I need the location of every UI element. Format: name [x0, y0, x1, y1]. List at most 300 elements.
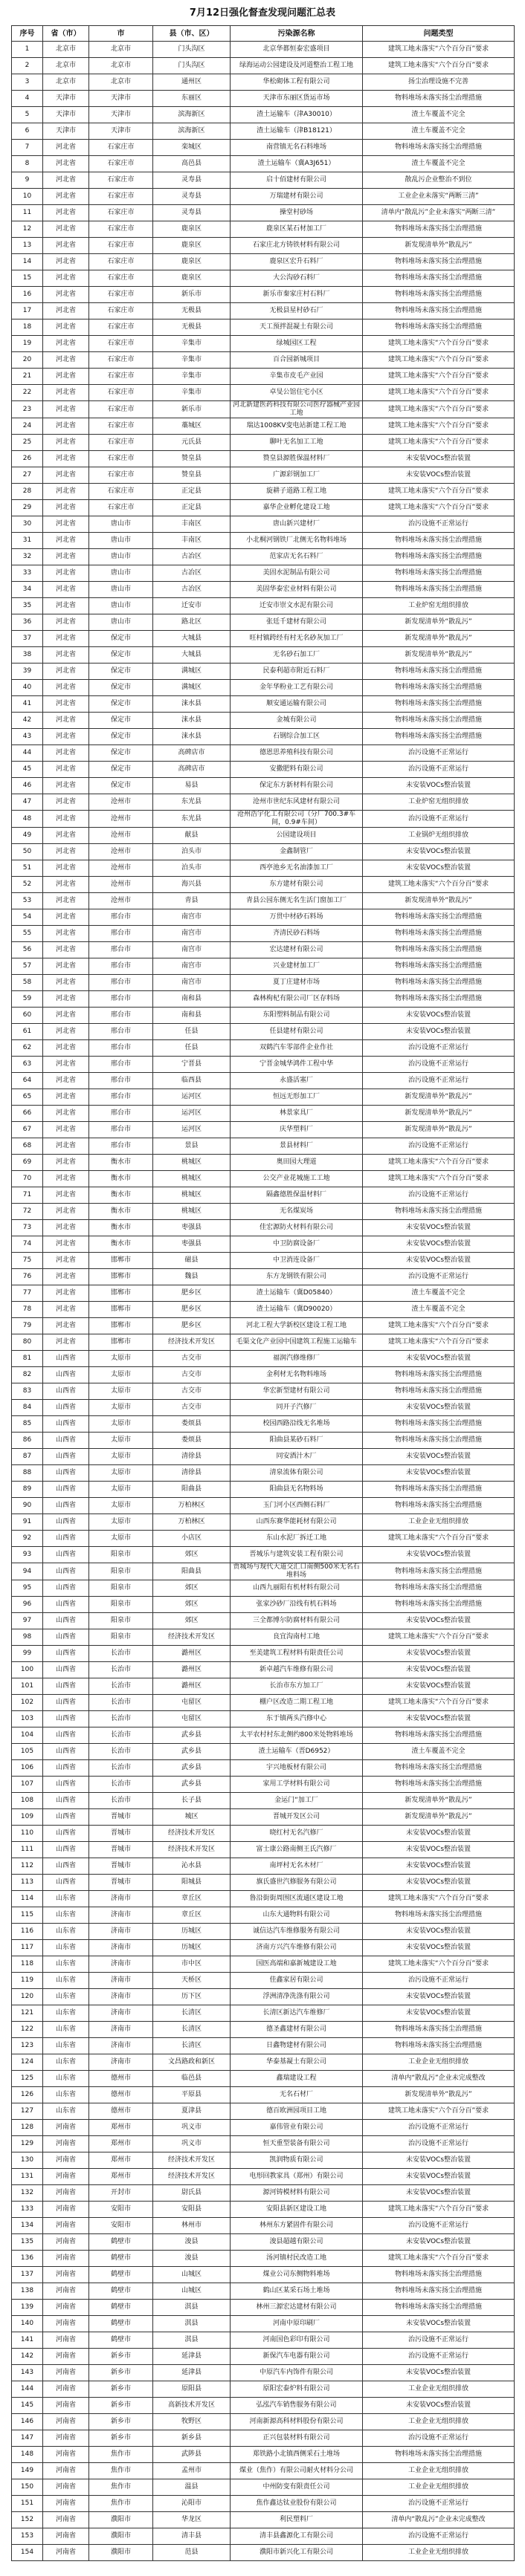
row-province: 河北省 — [43, 140, 89, 156]
row-source: 广源彩钢加工厂 — [231, 467, 363, 484]
row-source: 河北工程大学新校区建设工程工地 — [231, 1318, 363, 1334]
row-province: 河南省 — [43, 2332, 89, 2349]
row-no: 125 — [12, 2071, 43, 2087]
row-issue: 未安装VOCs整治装置 — [363, 1400, 515, 1416]
row-no: 47 — [12, 794, 43, 811]
row-province: 山西省 — [43, 1695, 89, 1711]
row-county: 海兴县 — [153, 877, 231, 893]
row-issue: 未安装VOCs整治装置 — [363, 860, 515, 877]
page — [0, 4, 525, 2576]
row-county: 新乐市 — [153, 287, 231, 303]
row-county: 古冶区 — [153, 582, 231, 598]
row-province: 河北省 — [43, 1269, 89, 1285]
row-no: 152 — [12, 2512, 43, 2528]
row-no: 74 — [12, 1236, 43, 1253]
row-issue: 未安装VOCs整治装置 — [363, 1924, 515, 1940]
row-source: 旋耕子道路工程工地 — [231, 484, 363, 500]
row-issue: 物料堆场未落实扬尘治理措施 — [363, 582, 515, 598]
row-issue: 未安装VOCs整治装置 — [363, 1662, 515, 1678]
row-no: 30 — [12, 516, 43, 533]
row-source: 渣土运输车（冀A3J651） — [231, 156, 363, 172]
row-no: 120 — [12, 1989, 43, 2005]
table-row — [12, 2316, 515, 2332]
row-city: 晋城市 — [89, 1842, 153, 1858]
row-no: 79 — [12, 1318, 43, 1334]
row-province: 河北省 — [43, 614, 89, 631]
row-city: 邢台市 — [89, 1138, 153, 1155]
row-province: 河北省 — [43, 303, 89, 319]
row-province: 山东省 — [43, 2005, 89, 2022]
row-county: 南宫市 — [153, 926, 231, 942]
row-county: 东丽区 — [153, 91, 231, 107]
row-province: 山东省 — [43, 2054, 89, 2071]
row-no: 60 — [12, 1008, 43, 1024]
row-city: 济南市 — [89, 2054, 153, 2071]
row-source: 民泰利超市附近石料厂 — [231, 664, 363, 680]
row-county: 文昌路政和新区 — [153, 2054, 231, 2071]
row-issue: 治污设施不正常运行 — [363, 1057, 515, 1073]
row-issue: 建筑工地未落实“六个百分百”要求 — [363, 1318, 515, 1334]
row-source: 德恩思养殖科技有限公司 — [231, 745, 363, 762]
row-issue: 治污设施不正常运行 — [363, 2496, 515, 2512]
row-city: 沧州市 — [89, 860, 153, 877]
row-county: 林州市 — [153, 2218, 231, 2234]
row-province: 河北省 — [43, 205, 89, 221]
row-county: 古交市 — [153, 1367, 231, 1383]
row-issue: 物料堆场未落实扬尘治理措施 — [363, 991, 515, 1008]
table-row — [12, 221, 515, 238]
row-province: 山西省 — [43, 1809, 89, 1826]
row-source: 绿城园区工程 — [231, 336, 363, 352]
row-source: 阳曲县无名物料场 — [231, 1482, 363, 1498]
row-city: 德州市 — [89, 2087, 153, 2103]
row-county: 南宫市 — [153, 958, 231, 975]
row-source: 无名砂石加工厂 — [231, 647, 363, 664]
row-source: 南坪村无名木材厂 — [231, 1858, 363, 1875]
row-issue: 物料堆场未落实扬尘治理措施 — [363, 287, 515, 303]
row-source: 鑫瑞建设工程 — [231, 2071, 363, 2087]
row-city: 石家庄市 — [89, 319, 153, 336]
row-no: 72 — [12, 1204, 43, 1220]
row-issue: 未安装VOCs整治装置 — [363, 451, 515, 467]
row-no: 84 — [12, 1400, 43, 1416]
row-county: 磁县 — [153, 1253, 231, 1269]
row-county: 辛集市 — [153, 369, 231, 385]
row-county: 运河区 — [153, 1089, 231, 1106]
row-source: 清丰县鑫源化工有限公司 — [231, 2528, 363, 2545]
row-no: 6 — [12, 123, 43, 140]
table-row — [12, 205, 515, 221]
row-city: 济南市 — [89, 2038, 153, 2054]
row-no: 71 — [12, 1187, 43, 1204]
row-province: 河南省 — [43, 2496, 89, 2512]
row-province: 河北省 — [43, 647, 89, 664]
row-province: 河北省 — [43, 991, 89, 1008]
row-issue: 物料堆场未落实扬尘治理措施 — [363, 2267, 515, 2283]
row-province: 河北省 — [43, 238, 89, 254]
row-issue: 物料堆场未落实扬尘治理措施 — [363, 2022, 515, 2038]
row-issue: 物料堆场未落实扬尘治理措施 — [363, 2300, 515, 2316]
table-row — [12, 2414, 515, 2430]
row-source: 同安酒汁木厂 — [231, 1449, 363, 1465]
row-province: 山西省 — [43, 1760, 89, 1777]
table-row — [12, 451, 515, 467]
row-source: 良宜沟南村工地 — [231, 1629, 363, 1646]
row-source: 启十佰建材有限公司 — [231, 172, 363, 189]
table-row — [12, 42, 515, 58]
row-issue: 治污设施不正常运行 — [363, 2332, 515, 2349]
row-issue: 工业企业无组织排放 — [363, 2463, 515, 2479]
row-source: 晋城乐与建筑安装工程有限公司 — [231, 1547, 363, 1563]
row-source: 绿海运动公园建设及河道整治工程工地 — [231, 58, 363, 74]
row-issue: 新发现清单外“散乱污” — [363, 647, 515, 664]
row-no: 132 — [12, 2185, 43, 2202]
row-no: 124 — [12, 2054, 43, 2071]
row-issue: 渣土车覆盖不完全 — [363, 123, 515, 140]
row-county: 尉氏县 — [153, 2185, 231, 2202]
row-city: 邯郸市 — [89, 1285, 153, 1302]
row-source: 东山水泥厂拆迁工地 — [231, 1531, 363, 1547]
table-row — [12, 762, 515, 778]
row-county: 淇县 — [153, 2300, 231, 2316]
row-source: 弘泓汽车销售服务有限公司 — [231, 2398, 363, 2414]
row-county: 临邑县 — [153, 2071, 231, 2087]
row-province: 山东省 — [43, 1891, 89, 1907]
row-city: 新乡市 — [89, 2414, 153, 2430]
row-no: 33 — [12, 565, 43, 582]
row-city: 石家庄市 — [89, 500, 153, 516]
row-county: 城区 — [153, 1809, 231, 1826]
row-no: 61 — [12, 1024, 43, 1040]
row-county: 东光县 — [153, 811, 231, 828]
row-county: 经济技术开发区 — [153, 1334, 231, 1351]
row-county: 章丘区 — [153, 1891, 231, 1907]
table-row — [12, 2447, 515, 2463]
table-row — [12, 58, 515, 74]
row-source: 玉门河小区西侧石料厂 — [231, 1498, 363, 1514]
row-issue: 未安装VOCs整治装置 — [363, 778, 515, 794]
header-row — [12, 26, 515, 42]
row-source: 山西东赛华能耗材有限公司 — [231, 1514, 363, 1531]
header-no: 序号 — [12, 26, 43, 42]
row-county: 经济技术开发区 — [153, 2152, 231, 2169]
row-county: 潞州区 — [153, 1678, 231, 1695]
row-county: 屯留区 — [153, 1695, 231, 1711]
row-source: 新保汽车电器有限公司 — [231, 2349, 363, 2365]
row-province: 河北省 — [43, 762, 89, 778]
table-row — [12, 1793, 515, 1809]
row-source: 河南新源高科材料股份有限公司 — [231, 2414, 363, 2430]
table-row — [12, 778, 515, 794]
row-county: 武陟县 — [153, 2447, 231, 2463]
row-issue: 未安装VOCs整治装置 — [363, 1940, 515, 1956]
row-issue: 清单内“散乱污”企业未落实“两断三清” — [363, 205, 515, 221]
row-county: 古交市 — [153, 1351, 231, 1367]
row-issue: 物料堆场未落实扬尘治理措施 — [363, 140, 515, 156]
row-province: 河南省 — [43, 2185, 89, 2202]
row-city: 邯郸市 — [89, 1269, 153, 1285]
row-no: 137 — [12, 2267, 43, 2283]
row-no: 108 — [12, 1793, 43, 1809]
row-source: 煤业公司东侧物料堆场 — [231, 2267, 363, 2283]
row-city: 濮阳市 — [89, 2528, 153, 2545]
table-row — [12, 319, 515, 336]
row-issue: 物料堆场未落实扬尘治理措施 — [363, 254, 515, 270]
row-issue: 治污设施不正常运行 — [363, 2430, 515, 2447]
table-row — [12, 2283, 515, 2300]
row-city: 北京市 — [89, 58, 153, 74]
row-no: 142 — [12, 2349, 43, 2365]
row-no: 36 — [12, 614, 43, 631]
row-city: 太原市 — [89, 1351, 153, 1367]
row-city: 唐山市 — [89, 582, 153, 598]
row-county: 青县 — [153, 893, 231, 909]
row-province: 山西省 — [43, 1646, 89, 1662]
row-no: 148 — [12, 2447, 43, 2463]
row-source: 宇兴地板材有限公司 — [231, 1760, 363, 1777]
row-source: 兴业建材加工厂 — [231, 958, 363, 975]
row-issue: 建筑工地未落实“六个百分百”要求 — [363, 1629, 515, 1646]
row-city: 焦作市 — [89, 2479, 153, 2496]
table-row — [12, 1498, 515, 1514]
row-county: 南宫市 — [153, 975, 231, 991]
row-county: 清丰县 — [153, 2528, 231, 2545]
row-city: 衡水市 — [89, 1204, 153, 1220]
row-no: 115 — [12, 1907, 43, 1924]
table-row — [12, 2545, 515, 2561]
row-province: 河北省 — [43, 745, 89, 762]
row-issue: 建筑工地未落实“六个百分百”要求 — [363, 1531, 515, 1547]
row-no: 94 — [12, 1563, 43, 1580]
row-city: 太原市 — [89, 1498, 153, 1514]
row-city: 济南市 — [89, 1973, 153, 1989]
row-source: 奥田园大理道 — [231, 1155, 363, 1171]
row-source: 德百欧洲园项目工地 — [231, 2103, 363, 2120]
row-source: 焦作鑫达钛业股份有限公司 — [231, 2496, 363, 2512]
row-city: 天津市 — [89, 123, 153, 140]
row-no: 90 — [12, 1498, 43, 1514]
row-no: 29 — [12, 500, 43, 516]
row-province: 河北省 — [43, 1220, 89, 1236]
table-row — [12, 1285, 515, 1302]
row-issue: 工业企业未落实“两断三清” — [363, 189, 515, 205]
row-province: 山西省 — [43, 1777, 89, 1793]
row-source: 佳鑫家居有限公司 — [231, 1973, 363, 1989]
table-row — [12, 1826, 515, 1842]
table-row — [12, 2365, 515, 2381]
row-county: 延津县 — [153, 2349, 231, 2365]
row-source: 鹿泉区宏升石料厂 — [231, 254, 363, 270]
row-county: 桃城区 — [153, 1204, 231, 1220]
row-city: 石家庄市 — [89, 401, 153, 418]
row-county: 丰南区 — [153, 516, 231, 533]
table-row — [12, 1334, 515, 1351]
row-city: 邢台市 — [89, 1057, 153, 1073]
row-issue: 物料堆场未落实扬尘治理措施 — [363, 549, 515, 565]
row-no: 106 — [12, 1760, 43, 1777]
row-city: 石家庄市 — [89, 336, 153, 352]
row-issue: 物料堆场未落实扬尘治理措施 — [363, 91, 515, 107]
table-row — [12, 794, 515, 811]
row-city: 石家庄市 — [89, 205, 153, 221]
table-row — [12, 1842, 515, 1858]
table-row — [12, 664, 515, 680]
row-city: 郑州市 — [89, 2169, 153, 2185]
table-row — [12, 336, 515, 352]
row-no: 122 — [12, 2022, 43, 2038]
row-city: 鹤壁市 — [89, 2300, 153, 2316]
table-row — [12, 418, 515, 435]
row-city: 石家庄市 — [89, 385, 153, 401]
row-county: 满城区 — [153, 680, 231, 696]
row-county: 鹿泉区 — [153, 270, 231, 287]
row-no: 31 — [12, 533, 43, 549]
row-province: 河北省 — [43, 1253, 89, 1269]
row-county: 淇县 — [153, 2332, 231, 2349]
row-issue: 物料堆场未落实扬尘治理措施 — [363, 1727, 515, 1744]
row-source: 渣土运输车（津A30010） — [231, 107, 363, 123]
row-issue: 物料堆场未落实扬尘治理措施 — [363, 1580, 515, 1597]
row-province: 河南省 — [43, 2152, 89, 2169]
row-issue: 未安装VOCs整治装置 — [363, 1236, 515, 1253]
row-issue: 物料堆场未落实扬尘治理措施 — [363, 1383, 515, 1400]
row-city: 郑州市 — [89, 2120, 153, 2136]
row-issue: 渣土车覆盖不完全 — [363, 1744, 515, 1760]
row-source: 渣土运输车（津B18121） — [231, 123, 363, 140]
row-city: 邢台市 — [89, 1040, 153, 1057]
row-no: 53 — [12, 893, 43, 909]
row-source: 浮洲清净洗涤有限公司 — [231, 1989, 363, 2005]
row-county: 经济技术开发区 — [153, 1629, 231, 1646]
table-row — [12, 1008, 515, 1024]
row-issue: 物料堆场未落实扬尘治理措施 — [363, 1204, 515, 1220]
table-row — [12, 1547, 515, 1563]
row-no: 23 — [12, 401, 43, 418]
row-issue: 未安装VOCs整治装置 — [363, 2152, 515, 2169]
header-county: 县（市、区） — [153, 26, 231, 42]
row-no: 75 — [12, 1253, 43, 1269]
table-row — [12, 582, 515, 598]
row-county: 巩义市 — [153, 2120, 231, 2136]
row-issue: 新发现清单外“散乱污” — [363, 631, 515, 647]
row-county: 滨海新区 — [153, 123, 231, 140]
row-county: 肥乡区 — [153, 1302, 231, 1318]
row-province: 天津市 — [43, 123, 89, 140]
row-source: 瑞达1008KV变电站新建工程工地 — [231, 418, 363, 435]
row-issue: 未安装VOCs整治装置 — [363, 1678, 515, 1695]
table-row — [12, 2234, 515, 2251]
row-no: 154 — [12, 2545, 43, 2561]
row-city: 石家庄市 — [89, 484, 153, 500]
row-county: 历城区 — [153, 1940, 231, 1956]
row-county: 郊区 — [153, 1580, 231, 1597]
row-source: 沧州市世纪东风建材有限公司 — [231, 794, 363, 811]
row-source: 鲁沿街街周围区流通区建设工地 — [231, 1891, 363, 1907]
row-county: 沁阳市 — [153, 2496, 231, 2512]
row-province: 河北省 — [43, 319, 89, 336]
row-no: 103 — [12, 1711, 43, 1727]
row-county: 古交市 — [153, 1400, 231, 1416]
row-city: 石家庄市 — [89, 140, 153, 156]
row-no: 9 — [12, 172, 43, 189]
row-county: 枣强县 — [153, 1236, 231, 1253]
row-city: 沧州市 — [89, 877, 153, 893]
row-source: 鹤山区某采石场土堆场 — [231, 2283, 363, 2300]
row-county: 长清区 — [153, 2022, 231, 2038]
row-province: 河北省 — [43, 811, 89, 828]
row-province: 河北省 — [43, 958, 89, 975]
row-province: 河北省 — [43, 926, 89, 942]
row-province: 山西省 — [43, 1449, 89, 1465]
row-source: 恒天重型装备有限公司 — [231, 2136, 363, 2152]
row-issue: 未安装VOCs整治装置 — [363, 2365, 515, 2381]
row-county: 娄烦县 — [153, 1433, 231, 1449]
row-province: 河北省 — [43, 189, 89, 205]
row-province: 河北省 — [43, 369, 89, 385]
row-source: 长清区新达汽车维修厂 — [231, 2005, 363, 2022]
row-no: 81 — [12, 1351, 43, 1367]
row-province: 河南省 — [43, 2169, 89, 2185]
row-no: 107 — [12, 1777, 43, 1793]
row-source: 源河铸模材料有限公司 — [231, 2185, 363, 2202]
row-province: 河北省 — [43, 254, 89, 270]
row-province: 河北省 — [43, 172, 89, 189]
row-province: 山西省 — [43, 1629, 89, 1646]
table-row — [12, 1057, 515, 1073]
row-issue: 物料堆场未落实扬尘治理措施 — [363, 1482, 515, 1498]
row-province: 河北省 — [43, 418, 89, 435]
row-issue: 未安装VOCs整治装置 — [363, 1449, 515, 1465]
row-issue: 物料堆场未落实扬尘治理措施 — [363, 1563, 515, 1580]
table-row — [12, 500, 515, 516]
row-city: 邢台市 — [89, 1089, 153, 1106]
row-source: 浚县超越有限公司 — [231, 2234, 363, 2251]
row-source: 顺安通运输有限公司 — [231, 696, 363, 713]
row-province: 河南省 — [43, 2202, 89, 2218]
row-city: 唐山市 — [89, 549, 153, 565]
row-county: 泊头市 — [153, 860, 231, 877]
row-county: 临西县 — [153, 1073, 231, 1089]
row-province: 河南省 — [43, 2283, 89, 2300]
row-province: 山西省 — [43, 1580, 89, 1597]
row-city: 保定市 — [89, 696, 153, 713]
row-no: 18 — [12, 319, 43, 336]
row-source: 大公沟砂石料厂 — [231, 270, 363, 287]
row-no: 13 — [12, 238, 43, 254]
row-source: 国医高端和嘉新城建设工地 — [231, 1956, 363, 1973]
row-no: 139 — [12, 2300, 43, 2316]
table-row — [12, 2479, 515, 2496]
row-city: 阳泉市 — [89, 1613, 153, 1629]
table-row — [12, 2300, 515, 2316]
row-source: 晋城开发区公司 — [231, 1809, 363, 1826]
table-row — [12, 1204, 515, 1220]
row-issue: 未安装VOCs整治装置 — [363, 2316, 515, 2332]
row-issue: 建筑工地未落实“六个百分百”要求 — [363, 1155, 515, 1171]
row-no: 105 — [12, 1744, 43, 1760]
row-city: 石家庄市 — [89, 238, 153, 254]
row-issue: 未安装VOCs整治装置 — [363, 2398, 515, 2414]
row-county: 高碑店市 — [153, 762, 231, 778]
row-province: 山西省 — [43, 1416, 89, 1433]
row-county: 高新技术开发区 — [153, 2398, 231, 2414]
table-row — [12, 1646, 515, 1662]
row-no: 121 — [12, 2005, 43, 2022]
row-province: 河北省 — [43, 1138, 89, 1155]
row-county: 范县 — [153, 2545, 231, 2561]
row-province: 河北省 — [43, 844, 89, 860]
row-no: 28 — [12, 484, 43, 500]
